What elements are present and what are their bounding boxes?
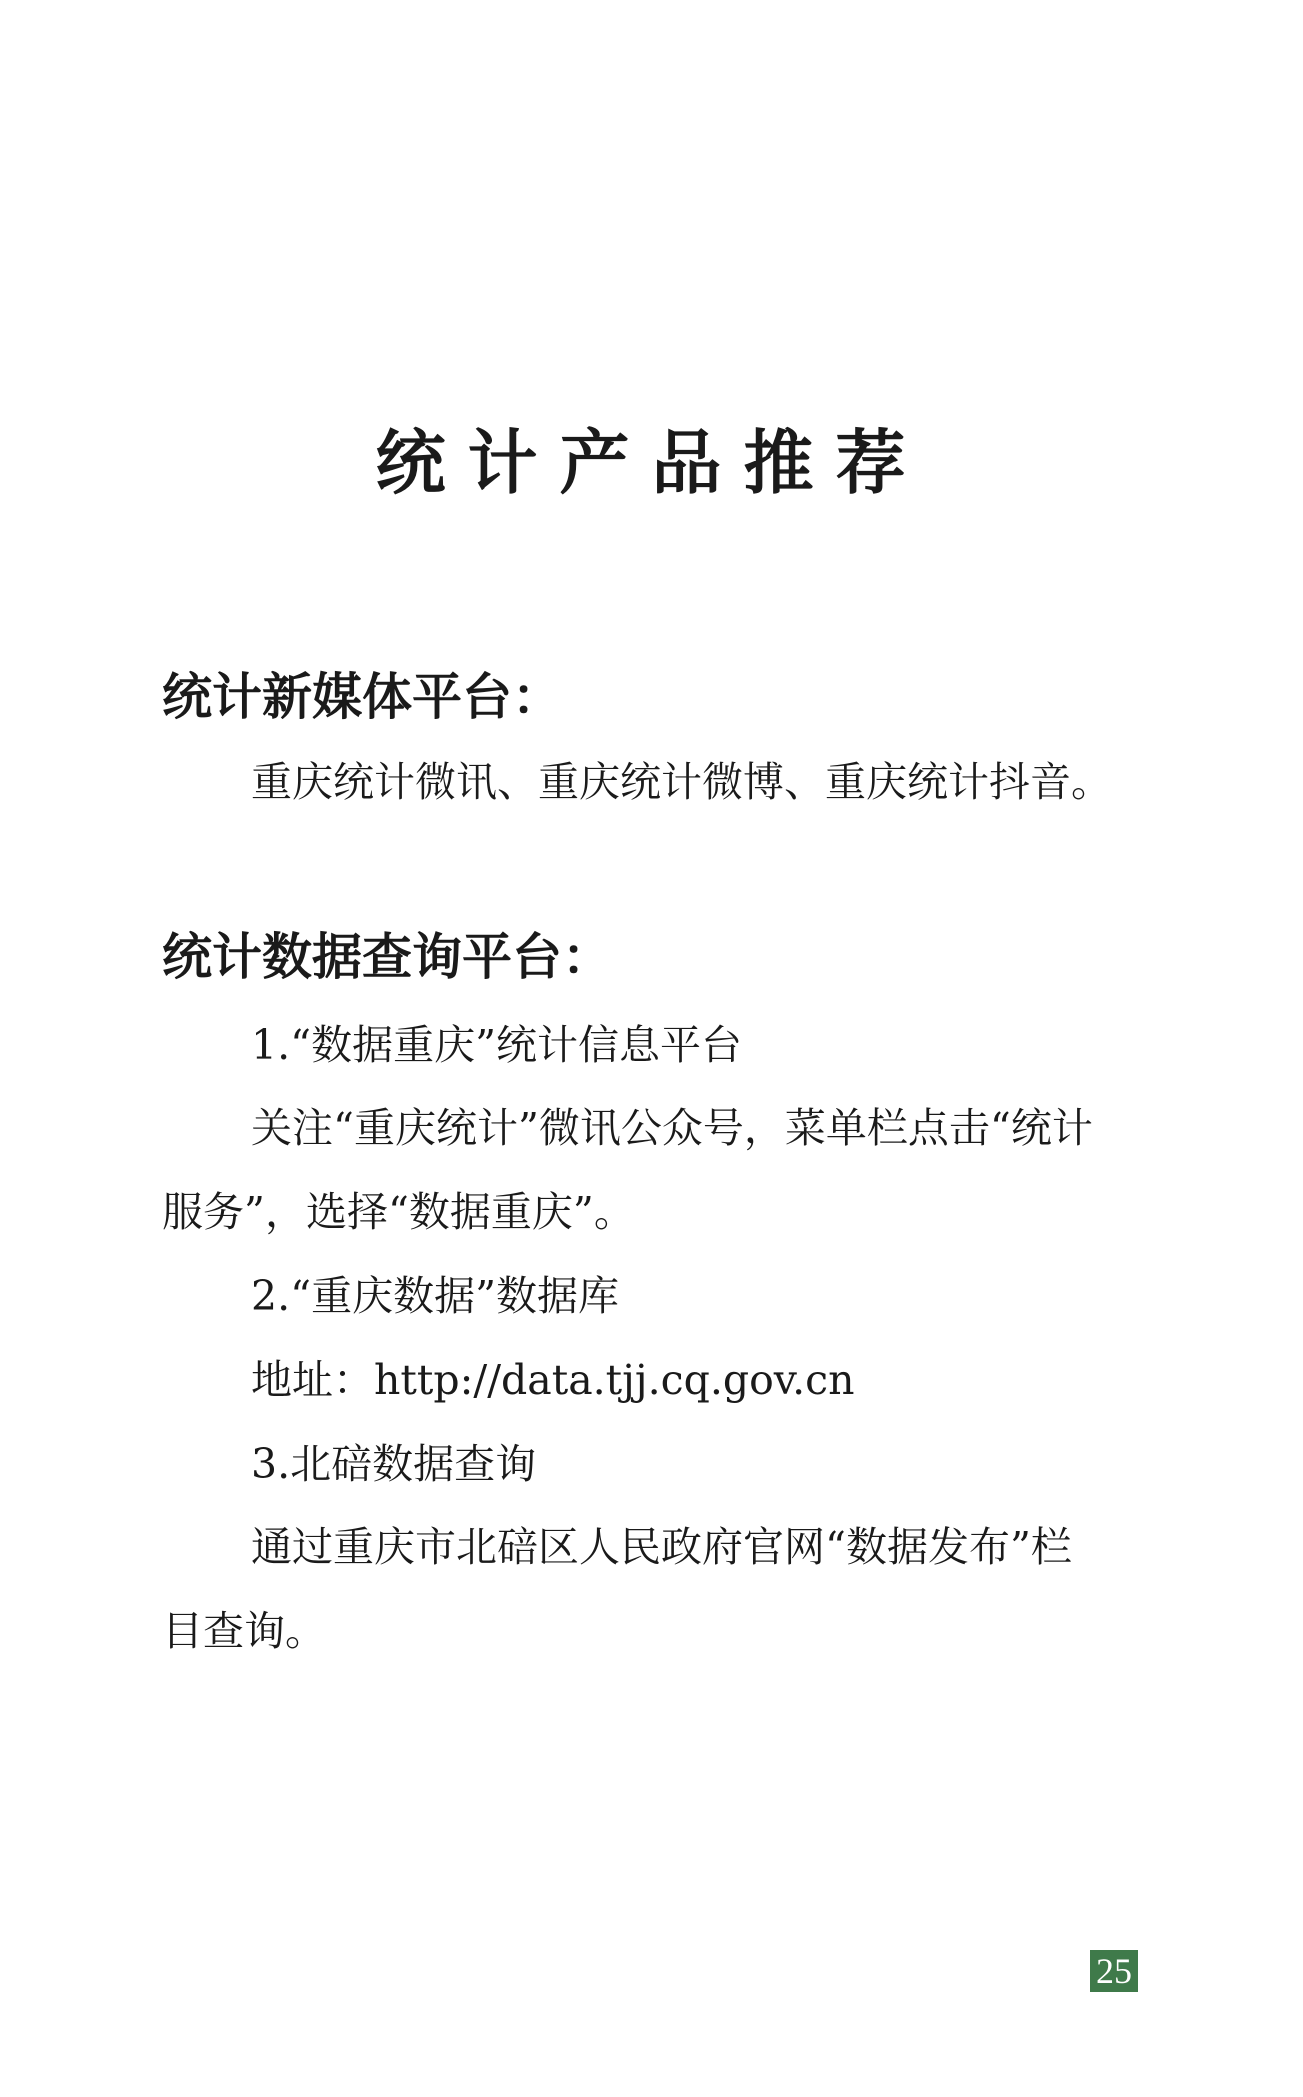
page-title: 统计产品推荐 — [375, 422, 928, 504]
section-heading-new-media: 统计新媒体平台： — [162, 668, 562, 726]
list-item-title: 1.“数据重庆”统计信息平台 — [251, 1021, 743, 1069]
list-item-title: 3.北碚数据查询 — [251, 1440, 537, 1488]
page-number: 25 — [1090, 1950, 1138, 1992]
body-line: 重庆统计微讯、重庆统计微博、重庆统计抖音。 — [251, 758, 1112, 806]
body-line: 通过重庆市北碚区人民政府官网“数据发布”栏 — [251, 1523, 1072, 1571]
address-line: 地址：http://data.tjj.cq.gov.cn — [251, 1356, 855, 1404]
body-line: 服务”，选择“数据重庆”。 — [162, 1188, 635, 1236]
body-line: 目查询。 — [162, 1607, 326, 1655]
section-heading-data-query: 统计数据查询平台： — [162, 928, 612, 986]
body-line: 关注“重庆统计”微讯公众号，菜单栏点击“统计 — [251, 1104, 1093, 1152]
list-item-title: 2.“重庆数据”数据库 — [251, 1272, 620, 1320]
